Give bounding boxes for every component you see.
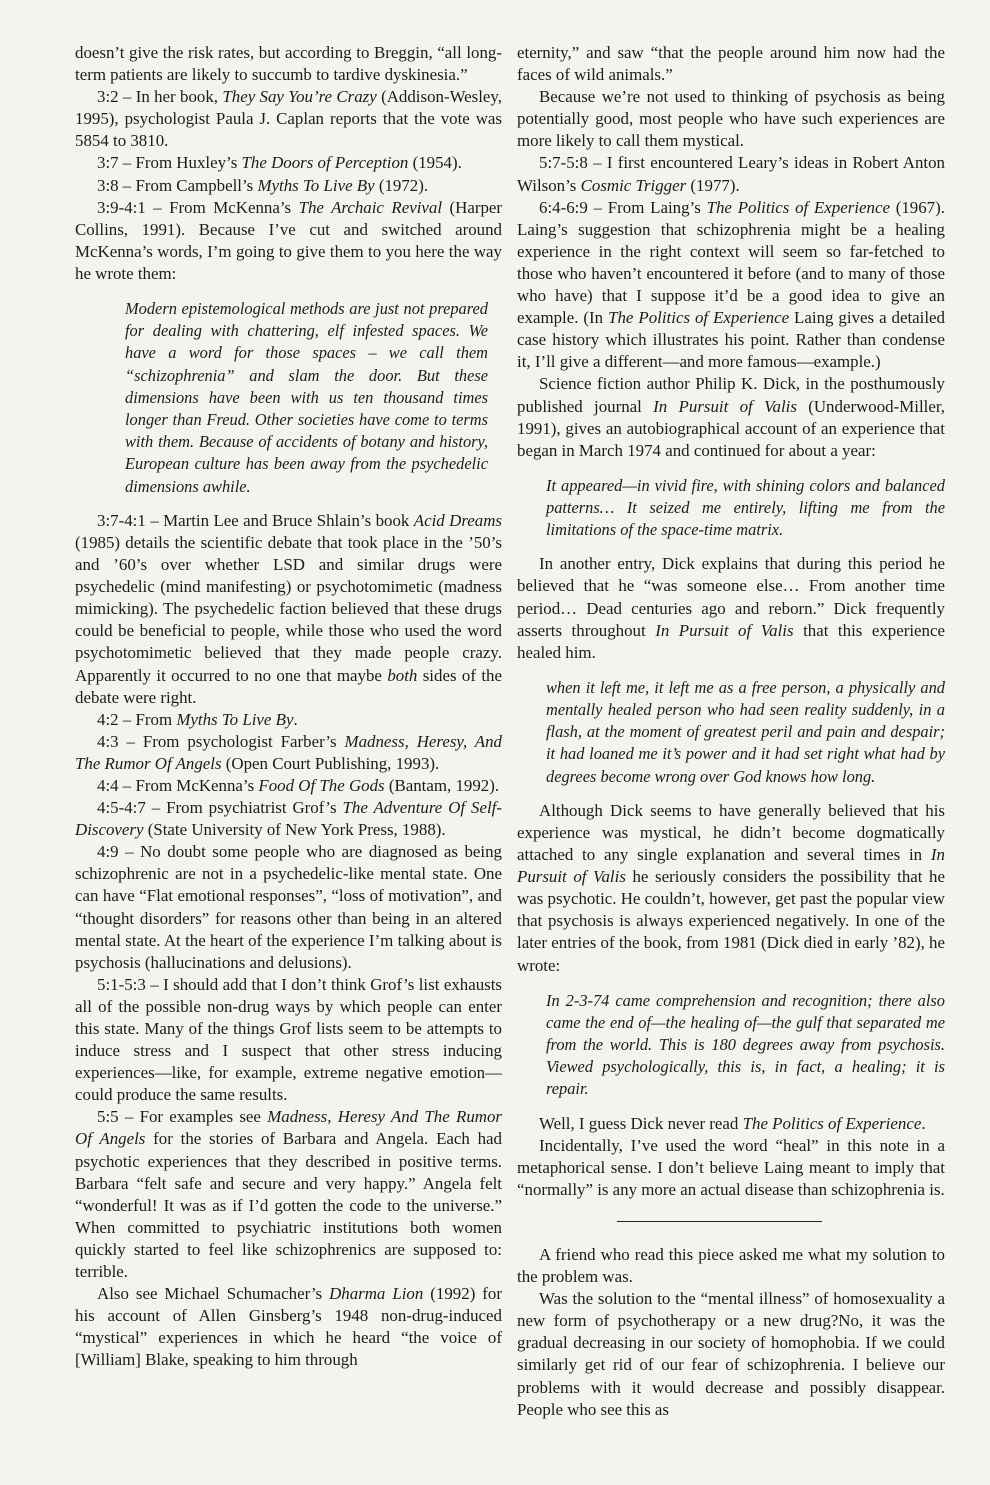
book-title: Madness, Heresy, And The Rumor Of Angels xyxy=(75,731,502,773)
note-3-7: 3:7 – From Huxley’s The Doors of Perception (1954). xyxy=(97,153,462,173)
note-5-7: 5:7-5:8 – I first encountered Leary’s ideas in Robert Anton Wilson’s Cosmic Trigger (1977). xyxy=(517,153,945,195)
note-4-9: 4:9 – No doubt some people who are diagnosed as being schizophrenic are not in a psychedelic-like mental state. One can have “Flat emotional responses”, “loss of motivation”, and “thought disorders” for reasons other than being in an altered mental state. At the heart of the experience I’m talking about is psychosis (hallucinations and delusions). xyxy=(75,842,502,972)
note-5-5: 5:5 – For examples see Madness, Heresy And The Rumor Of Angels for the stories of Barbara and Angela. Each had psychotic experiences that they described in positive terms. Barbara “felt safe and secure and very happy.” Angela felt “wonderful! It was as if I’d gotten the code to the universe.” When committed to psychiatric institutions both women quickly started to feel like schizophrenics are supposed to: terrible. xyxy=(75,1107,503,1282)
note-6-4: 6:4-6:9 – From Laing’s The Politics of Experience (1967). Laing’s suggestion that schizophrenia might be a healing experience in the right context will seem so far-fetched to those who haven’t encountered it before (and to many of those who have) that I suppose it’d be a good idea to give an example. (In The Politics of Experience Laing gives a detailed case history which illustrates his point. Rather than condense it, I’ll give a different—and more famous—example.) xyxy=(517,197,945,372)
note-5-1: 5:1-5:3 – I should add that I don’t think Grof’s list exhausts all of the possible non-drug ways by which people can enter this state. Many of the things Grof lists seem to be attempts to induce stress and I suspect that other stress inducing experiences—like, for example, extreme negative emotion—could produce the same results. xyxy=(75,974,502,1105)
paragraph-incidentally: Incidentally, I’ve used the word “heal” in this note in a metaphorical sense. I don’t believe Laing meant to imply that “normally” is any more an actual disease than schizophrenia is. xyxy=(517,1135,945,1199)
paragraph-another-entry: In another entry, Dick explains that during this period he believed that he “was someone else… From another time period… Dead centuries ago and reborn.” Dick frequently asserts throughout In Pursuit of Valis that this experience healed him. xyxy=(517,554,945,662)
book-title: Acid Dreams xyxy=(413,510,502,530)
book-title: In Pursuit of Valis xyxy=(655,620,794,640)
paragraph-breggin: doesn’t give the risk rates, but according to Breggin, “all long-term patients are likely to succumb to tardive dyskinesia.” xyxy=(75,43,502,85)
book-title: Food Of The Gods xyxy=(258,775,385,795)
paragraph-also-see: Also see Michael Schumacher’s Dharma Lion (1992) for his account of Allen Ginsberg’s 1948 non-drug-induced “mystical” experiences in which he heard “the voice of [William] Blake, speaking to him through xyxy=(75,1284,502,1370)
emphasis: both xyxy=(387,665,418,685)
book-title: In Pursuit of Valis xyxy=(653,396,797,416)
paragraph-eternity: eternity,” and saw “that the people around him now had the faces of wild animals.” xyxy=(517,43,945,85)
book-title: The Adventure Of Self-Discovery xyxy=(75,798,502,840)
note-3-9: 3:9-4:1 – From McKenna’s The Archaic Revival (Harper Collins, 1991). Because I’ve cut and switched around McKenna’s words, I’m going to give them to you here the way he wrote them: xyxy=(75,197,503,283)
paragraph-solution: Was the solution to the “mental illness” of homosexuality a new form of psychotherapy or a new drug?No, it was the gradual decreasing in our society of homophobia. If we could similarly get rid of our fear of schizophrenia. I believe our problems with it would decrease and possibly disappear. People who see this as xyxy=(517,1289,945,1419)
book-title: Dharma Lion xyxy=(329,1284,424,1304)
right-column xyxy=(517,42,945,1421)
book-title: Cosmic Trigger xyxy=(580,175,687,195)
book-title: The Politics of Experience xyxy=(706,197,890,217)
left-column xyxy=(75,42,502,1372)
quote-healed: when it left me, it left me as a free person, a physically and mentally healed person who had seen reality suddenly, in a flash, at the moment of greatest peril and pain and despair; it had loaned me it’s power and it had set right what had by degrees become wrong over God knows how long. xyxy=(546,677,945,786)
paragraph-although: Although Dick seems to have generally believed that his experience was mystical, he didn’t become dogmatically attached to any single explanation and several times in In Pursuit of Valis he seriously considers the possibility that he was psychotic. He couldn’t, however, get past the popular view that psychosis is always experienced negatively. In one of the later entries of the book, from 1981 (Dick died in early ’82), he wrote: xyxy=(517,800,945,975)
paragraph-philip-dick: Science fiction author Philip K. Dick, in the posthumously published journal In Pursuit of Valis (Underwood-Miller, 1991), gives an autobiographical account of an experience that began in March 1974 and continued for about a year: xyxy=(517,374,945,460)
note-3-7-4-1: 3:7-4:1 – Martin Lee and Bruce Shlain’s book Acid Dreams (1985) details the scientific debate that took place in the ’50’s and ’60’s over whether LSD and similar drugs were psychedelic (mind manifesting) or psychotomimetic (madness mimicking). The psychedelic faction believed that these drugs could be beneficial to people, while those who used the word psychotomimetic believed that they made people crazy. Apparently it occurred to no one that maybe both sides of the debate were right. xyxy=(75,510,502,707)
section-divider xyxy=(617,1221,822,1222)
note-4-3: 4:3 – From psychologist Farber’s Madness, Heresy, And The Rumor Of Angels (Open Court Publishing, 1993). xyxy=(75,731,502,773)
book-title: The Politics of Experience xyxy=(742,1113,922,1133)
book-title: The Doors of Perception xyxy=(241,153,409,173)
quote-2-3-74: In 2-3-74 came comprehension and recognition; there also came the end of—the healing of—the gulf that separated me from the world. This is 180 degrees away from psychosis. Viewed psychologically, this is, in fact, a healing; it is repair. xyxy=(546,990,945,1099)
book-title: They Say You’re Crazy xyxy=(222,87,377,107)
note-3-2: 3:2 – In her book, They Say You’re Crazy (Addison-Wesley, 1995), psychologist Paula J. Caplan reports that the vote was 5854 to 3810. xyxy=(75,87,502,151)
note-4-2: 4:2 – From Myths To Live By. xyxy=(97,709,298,729)
quote-vivid-fire: It appeared—in vivid fire, with shining colors and balanced patterns… It seized me entirely, lifting me from the limitations of the space-time matrix. xyxy=(546,475,945,540)
paragraph-well: Well, I guess Dick never read The Politics of Experience. xyxy=(539,1113,926,1133)
paragraph-psychosis-good: Because we’re not used to thinking of psychosis as being potentially good, most people who have such experiences are more likely to call them mystical. xyxy=(517,87,945,151)
book-title: In Pursuit of Valis xyxy=(517,845,945,887)
paragraph-friend: A friend who read this piece asked me what my solution to the problem was. xyxy=(517,1245,945,1287)
note-4-4: 4:4 – From McKenna’s Food Of The Gods (Bantam, 1992). xyxy=(97,775,500,795)
note-3-8: 3:8 – From Campbell’s Myths To Live By (1972). xyxy=(97,175,429,195)
book-title: The Politics of Experience xyxy=(608,308,790,328)
book-title: Myths To Live By xyxy=(257,175,375,195)
book-title: The Archaic Revival xyxy=(298,197,443,217)
book-title: Myths To Live By xyxy=(176,709,294,729)
quote-mckenna: Modern epistemological methods are just not prepared for dealing with chattering, elf infested spaces. We have a word for those spaces – we call them “schizophrenia” and slam the door. But these dimensions have been with us ten thousand times longer than Freud. Other societies have come to terms with them. Because of accidents of botany and history, European culture has been away from the psychedelic dimensions awhile. xyxy=(125,299,488,496)
note-4-5: 4:5-4:7 – From psychiatrist Grof’s The Adventure Of Self-Discovery (State University of New York Press, 1988). xyxy=(75,798,502,840)
book-title: Madness, Heresy And The Rumor Of Angels xyxy=(75,1107,502,1149)
